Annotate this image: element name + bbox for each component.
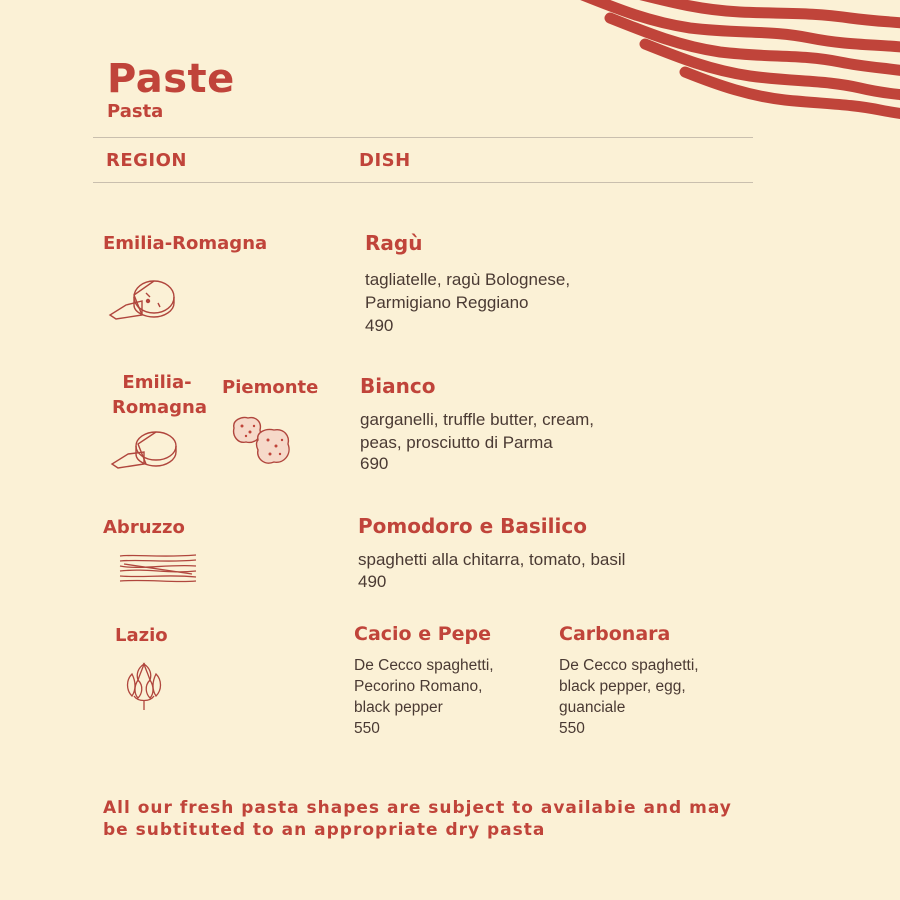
page-title: Paste — [107, 56, 235, 102]
page-subtitle: Pasta — [107, 101, 164, 122]
region-label: Emilia-Romagna — [103, 233, 268, 254]
cheese-icon — [108, 428, 180, 472]
dish-price: 490 — [365, 316, 394, 335]
dish-price: 550 — [354, 720, 380, 737]
dish-name: Cacio e Pepe — [354, 623, 492, 645]
artichoke-icon — [120, 660, 168, 712]
dish-price: 490 — [358, 572, 387, 591]
dish-price: 550 — [559, 720, 585, 737]
truffle-icon — [228, 414, 296, 472]
divider-bottom — [93, 182, 753, 183]
dish-name: Bianco — [360, 374, 436, 398]
spaghetti-chitarra-icon — [118, 552, 198, 586]
region-label: Piemonte — [222, 377, 319, 398]
region-label: Abruzzo — [103, 517, 185, 538]
dish-name: Ragù — [365, 231, 423, 255]
dish-description: spaghetti alla chitarra, tomato, basil — [358, 550, 626, 569]
column-header-region: REGION — [106, 150, 187, 171]
dish-description: De Cecco spaghetti, black pepper, egg, guanciale — [559, 657, 699, 716]
dish-name: Pomodoro e Basilico — [358, 514, 587, 538]
footer-note: All our fresh pasta shapes are subject to availabie and may be subtituted to an appropriate dry pasta — [103, 798, 732, 840]
dish-description: tagliatelle, ragù Bolognese, Parmigiano Reggiano — [365, 270, 571, 312]
wavy-stripes-decoration — [480, 0, 900, 130]
region-label: Emilia- Romagna — [112, 372, 207, 418]
dish-description: De Cecco spaghetti, Pecorino Romano, black pepper — [354, 657, 494, 716]
column-header-dish: DISH — [359, 150, 411, 171]
region-label: Lazio — [115, 625, 168, 646]
dish-name: Carbonara — [559, 623, 671, 645]
divider-top — [93, 137, 753, 138]
dish-price: 690 — [360, 454, 389, 473]
dish-description: garganelli, truffle butter, cream, peas, prosciutto di Parma — [360, 410, 595, 452]
cheese-icon — [106, 275, 178, 323]
